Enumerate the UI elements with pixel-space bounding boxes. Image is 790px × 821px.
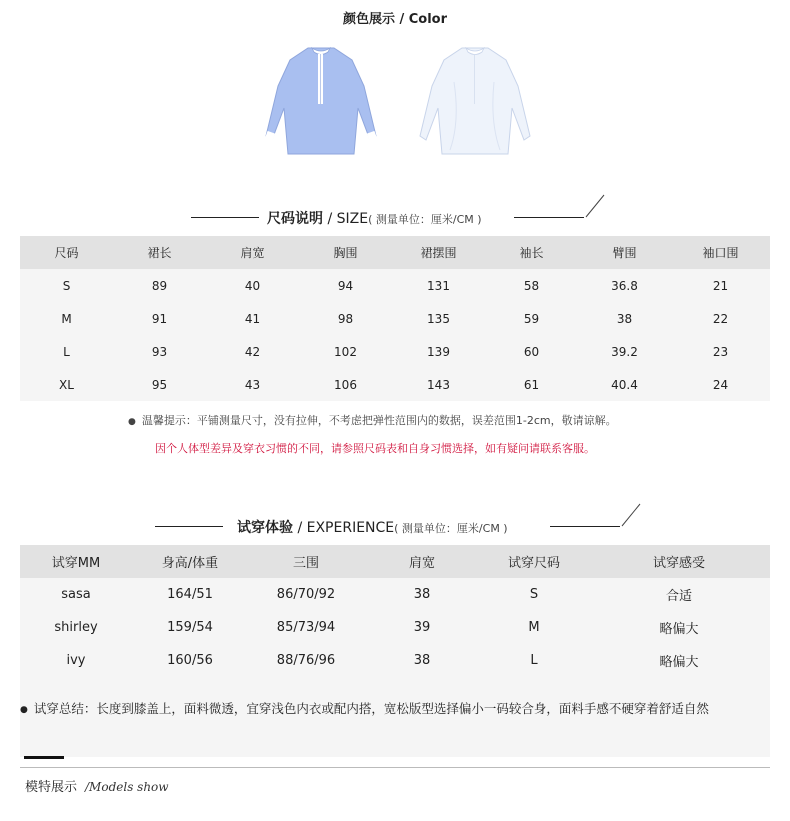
table-row — [20, 644, 770, 677]
table-cell: sasa — [20, 578, 132, 611]
table-cell: 39 — [364, 611, 480, 644]
exp-section-title — [237, 517, 508, 537]
table-cell: M — [480, 611, 588, 644]
size-title-en: / SIZE — [323, 211, 369, 227]
table-cell: 42 — [206, 335, 299, 368]
white-shirt-body — [420, 48, 530, 154]
white-shirt-image — [410, 42, 540, 160]
exp-header-cell: 身高/体重 — [132, 545, 248, 578]
size-table-header — [20, 236, 770, 269]
bullet-icon: ● — [20, 705, 28, 715]
fitting-summary-text: 试穿总结：长度到膝盖上，面料微透，宜穿浅色内衣或配内搭，宽松版型选择偏小一码较合身，面料手感不硬穿着舒适自然 — [33, 701, 709, 716]
experience-table — [20, 545, 770, 677]
exp-table-header — [20, 545, 770, 578]
exp-header-slash — [620, 502, 642, 528]
bullet-icon: ● — [128, 417, 136, 427]
table-cell: 22 — [671, 302, 770, 335]
size-header-left-line — [191, 217, 259, 218]
size-header-cell: 袖长 — [485, 236, 578, 269]
table-cell: 94 — [299, 269, 392, 302]
table-cell: 93 — [113, 335, 206, 368]
table-cell: 58 — [485, 269, 578, 302]
models-divider — [20, 767, 770, 768]
size-header-cell: 胸围 — [299, 236, 392, 269]
size-tip-text: 温馨提示：平铺测量尺寸，没有拉伸，不考虑把弹性范围内的数据，误差范围1-2cm，敬请谅解。 — [141, 414, 617, 427]
exp-title-en: / EXPERIENCE — [293, 520, 395, 536]
table-cell: 24 — [671, 368, 770, 401]
size-header-slash — [584, 193, 606, 219]
exp-header-cell: 三围 — [248, 545, 364, 578]
table-row — [20, 269, 770, 302]
table-cell: 89 — [113, 269, 206, 302]
table-cell: 98 — [299, 302, 392, 335]
exp-header-cell: 试穿感受 — [588, 545, 770, 578]
table-cell: 38 — [578, 302, 671, 335]
exp-header-cell: 试穿尺码 — [480, 545, 588, 578]
table-cell: 95 — [113, 368, 206, 401]
table-cell: 86/70/92 — [248, 578, 364, 611]
size-header-cell: 袖口围 — [671, 236, 770, 269]
exp-header-left-line — [155, 526, 223, 527]
models-label-cn: 模特展示 — [25, 780, 78, 795]
table-cell: 略偏大 — [588, 611, 770, 644]
size-warning: 因个人体型差异及穿衣习惯的不同，请参照尺码表和自身习惯选择，如有疑问请联系客服。 — [155, 442, 595, 455]
table-cell: 36.8 — [578, 269, 671, 302]
table-cell: 59 — [485, 302, 578, 335]
table-cell: 39.2 — [578, 335, 671, 368]
table-cell: 91 — [113, 302, 206, 335]
size-header-cell: 尺码 — [20, 236, 113, 269]
fitting-summary — [20, 690, 770, 729]
table-cell: ivy — [20, 644, 132, 677]
models-section-title — [25, 776, 169, 795]
size-tip — [128, 412, 617, 428]
table-cell: 139 — [392, 335, 485, 368]
table-cell: XL — [20, 368, 113, 401]
table-cell: S — [20, 269, 113, 302]
table-cell: 23 — [671, 335, 770, 368]
table-cell: 40 — [206, 269, 299, 302]
table-cell: 102 — [299, 335, 392, 368]
size-header-cell: 臂围 — [578, 236, 671, 269]
size-table — [20, 236, 770, 401]
table-cell: S — [480, 578, 588, 611]
table-cell: 164/51 — [132, 578, 248, 611]
table-cell: shirley — [20, 611, 132, 644]
table-cell: L — [480, 644, 588, 677]
size-header-cell: 裙摆围 — [392, 236, 485, 269]
table-row — [20, 578, 770, 611]
table-cell: 135 — [392, 302, 485, 335]
table-cell: 43 — [206, 368, 299, 401]
table-cell: L — [20, 335, 113, 368]
table-cell: 略偏大 — [588, 644, 770, 677]
exp-header-right-line — [550, 526, 620, 527]
table-cell: 41 — [206, 302, 299, 335]
size-section-title — [267, 208, 482, 228]
models-label-en: /Models show — [85, 780, 169, 794]
table-cell: 131 — [392, 269, 485, 302]
table-row — [20, 302, 770, 335]
table-cell: 159/54 — [132, 611, 248, 644]
table-cell: 38 — [364, 578, 480, 611]
table-cell: 40.4 — [578, 368, 671, 401]
exp-unit: ( 测量单位：厘米/CM ) — [394, 522, 508, 535]
size-header-right-line — [514, 217, 584, 218]
color-section-title: 颜色展示 / Color — [342, 12, 448, 27]
size-unit: ( 测量单位：厘米/CM ) — [368, 213, 482, 226]
table-cell: 143 — [392, 368, 485, 401]
table-cell: 合适 — [588, 578, 770, 611]
table-cell: 106 — [299, 368, 392, 401]
blue-shirt-image — [256, 42, 386, 160]
size-title-cn: 尺码说明 — [267, 211, 323, 227]
table-cell: 160/56 — [132, 644, 248, 677]
exp-header-cell: 试穿MM — [20, 545, 132, 578]
table-row — [20, 368, 770, 401]
table-cell: 38 — [364, 644, 480, 677]
size-header-cell: 裙长 — [113, 236, 206, 269]
table-cell: 21 — [671, 269, 770, 302]
exp-title-cn: 试穿体验 — [237, 520, 293, 536]
table-cell: M — [20, 302, 113, 335]
table-row — [20, 611, 770, 644]
table-cell: 61 — [485, 368, 578, 401]
table-cell: 88/76/96 — [248, 644, 364, 677]
table-cell: 60 — [485, 335, 578, 368]
size-header-cell: 肩宽 — [206, 236, 299, 269]
table-cell: 85/73/94 — [248, 611, 364, 644]
table-row — [20, 335, 770, 368]
exp-header-cell: 肩宽 — [364, 545, 480, 578]
models-accent-bar — [24, 756, 64, 759]
